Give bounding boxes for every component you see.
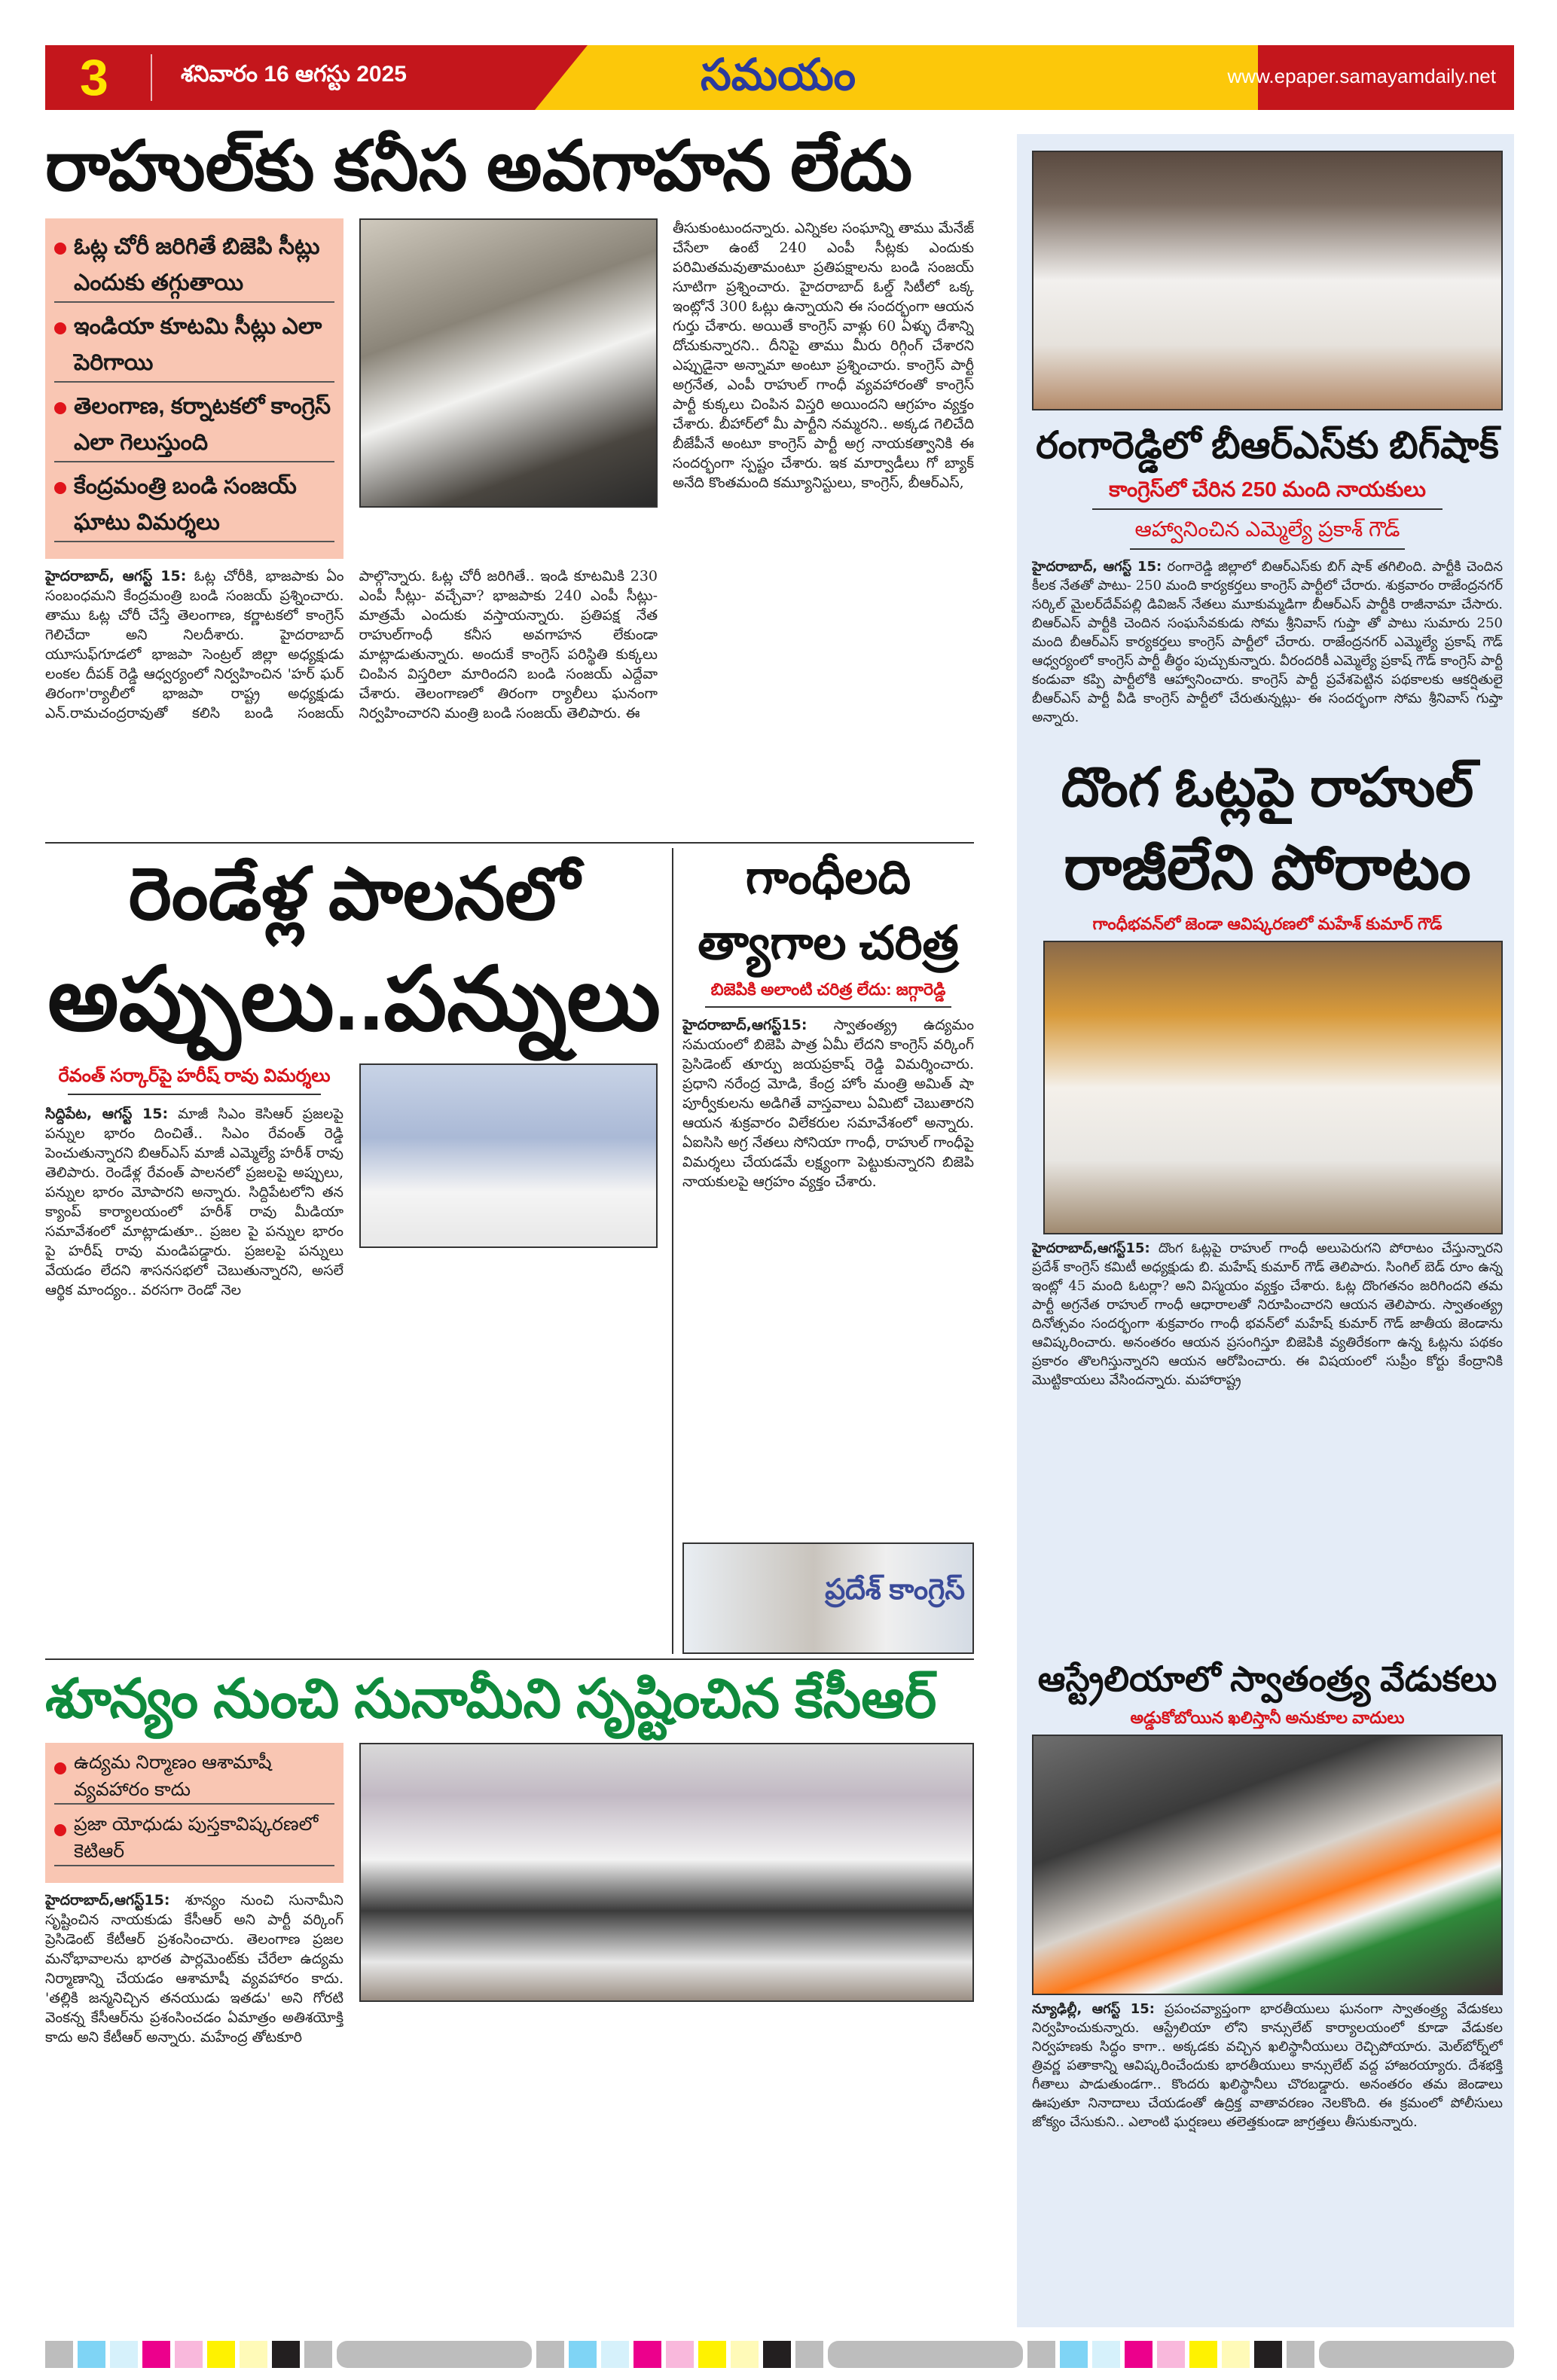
color-swatch [601,2341,629,2368]
article-text: స్వాతంత్య్ర ఉద్యమం సమయంలో బిజెపి పాత్ర ఏమీ లేదని కాంగ్రెస్ వర్కింగ్ ప్రెసిడెంట్ తూర్పు జయప్రకాష్ రెడ్డి విమర్శించారు. ప్రధాని నరేంద్ర మోడి, కేంద్ర హోం మంత్రి అమిత్ షా పూర్వీకులను అడిగితే వాస్తవాలు ఏమిటో చెబుతారని ఆయన శుక్రవారం విలేకరుల సమావేశంలో అన్నారు. ఏఐసిసి అగ్ర నేతలు సోనియా గాంధీ, రాహుల్ గాంధీపై విమర్శలు చేయడమే లక్ష్యంగా పెట్టుకున్నారని బిజెపి నాయకులపై ఆగ్రహం వ్యక్తం చేశారు. [682,1016,974,1190]
headline-mahesh-line1: దొంగ ఓట్లపై రాహుల్ [1061,758,1474,819]
bullet-item: ఉద్యమ నిర్మాణం ఆశామాషీ వ్యవహారం కాదు [54,1749,334,1805]
story-gandhi [682,848,974,1654]
color-swatch [1060,2341,1088,2368]
photo-bandi-sanjay-bike-rally [359,218,658,508]
color-swatch [1287,2341,1314,2368]
story-harish [45,848,663,1654]
story-kcr-columns [45,1743,974,2327]
story-harish-left [45,1063,343,1654]
story-rahul-top-row [45,218,658,559]
color-swatch [110,2341,138,2368]
dateline: హైదరాబాద్,ఆగస్ట్15: [45,1891,170,1909]
color-swatch [1092,2341,1120,2368]
article-body-australia [1032,2000,1503,2324]
divider [1092,508,1443,510]
grey-pill [1319,2341,1514,2368]
article-body-brs [1032,557,1503,749]
color-swatch [795,2341,823,2368]
article-body-mahesh [1032,1239,1503,1652]
color-swatch [78,2341,105,2368]
color-swatch [536,2341,564,2368]
headline-mahesh-line2: రాజీలేని పోరాటం [1064,833,1471,902]
story-kcr [45,1664,974,2327]
color-swatch [1125,2341,1152,2368]
divider [672,848,673,1654]
color-swatch [698,2341,726,2368]
bullet-item: ఇండియా కూటమి సీట్లు ఎలా పెరిగాయి [54,309,334,383]
photo-harish-rao [359,1063,658,1248]
subhead-australia: అడ్డుకోబోయిన ఖలిస్తానీ అనుకూల వాదులు [1130,1708,1405,1728]
headline-brs: రంగారెడ్డిలో బీఆర్ఎస్‌కు బిగ్‌షాక్ [1036,424,1499,466]
article-text: ప్రపంచవ్యాప్తంగా భారతీయులు ఘనంగా స్వాతంత్ర్య వేడుకలు నిర్వహించుకున్నారు. ఆస్ట్రేలియా లోని కాన్సులేట్ కార్యాలయంలో కూడా వేడుకల నిర్వహణకు సిద్ధం కాగా.. అక్కడకు వచ్చిన ఖలిస్థానీయులు రెచ్చిపోయారు. మెల్‌బోర్న్‌లో త్రివర్ణ పతాకాన్ని ఆవిష్కరించేందుకు భారతీయులు కాన్సులేట్ వద్ద హాజరయ్యారు. దేశభక్తి గీతాలు పాడుతుండగా.. కొందరు ఖలిస్థానీలు చొరబడ్డారు. అనంతరం తమ జెండాలు ఊపుతూ నినాదాలు చేయడంతో ఉద్రిక్త వాతావరణం నెలకొంది. ఈ క్రమంలో పోలీసులు జోక్యం చేసుకుని.. ఎలాంటి ఘర్షణలు తలెత్తకుండా జాగ్రత్తలు తీసుకున్నారు. [1032,2000,1503,2130]
photo-brs-leaders-joining [1032,151,1503,410]
color-swatch [633,2341,661,2368]
article-body-harish [45,1104,343,1654]
color-swatch [731,2341,759,2368]
bullet-item: ఓట్ల చోరీ జరిగితే బిజెపి సీట్లు ఎందుకు తగ్గుతాయి [54,229,334,303]
article-text: శూన్యం నుంచి సునామీని సృష్టించిన నాయకుడు కేసీఆర్ అని పార్టీ వర్కింగ్ ప్రెసిడెంట్ కేటీఆర్ ప్రశంసించారు. తెలంగాణ ప్రజల మనోభావాలను భారత పార్లమెంట్‌కు చేరేలా ఉద్యమ నిర్మాణాన్ని చేయడం ఆశామాషీ వ్యవహారం కాదు. 'తల్లికి జన్మనిచ్చిన తనయుడు ఇతడు' అని గోరటి వెంకన్న కేసీఆర్‌ను ప్రశంసించడం ఏమాత్రం అతిశయోక్తి కాదు అని కేటీఆర్ అన్నారు. మహేంద్ర తోటకూరి [45,1891,343,2046]
grey-pill [828,2341,1023,2368]
newspaper-logo: సమయం [701,50,856,99]
dateline: హైదరాబాద్, ఆగస్ట్ 15: [45,567,187,584]
headline-australia: ఆస్ట్రేలియాలో స్వాతంత్ర్య వేడుకలు [1037,1659,1497,1699]
headline-harish-line2: అప్పులు..పన్నులు [47,949,661,1049]
article-body-rahul-1 [45,566,658,838]
color-swatch [45,2341,73,2368]
subhead-mahesh: గాంధీభవన్‌లో జెండా ఆవిష్కరణలో మహేశ్ కుమార్ గౌడ్ [1092,914,1443,934]
headline-gandhi-line2: త్యాగాల చరిత్ర [698,917,959,969]
color-swatch [1222,2341,1250,2368]
divider [1130,548,1405,550]
photo-banner-text: ప్రదేశ్ కాంగ్రెస్ [825,1574,965,1606]
left-area [45,122,974,2327]
headline-kcr: శూన్యం నుంచి సునామీని సృష్టించిన కేసీఆర్ [45,1669,937,1729]
story-rahul-columns [45,218,974,838]
middle-section [45,848,974,1654]
color-swatch [1254,2341,1282,2368]
article-body-kcr-2 [359,2011,974,2327]
divider [45,842,974,844]
article-text: రంగారెడ్డి జిల్లాలో బిఆర్ఎస్‌కు బిగ్ షాక్ తగిలింది. పార్టీకి చెందిన కీలక నేతతో పాటు- 250 మంది కార్యకర్తలు కాంగ్రెస్ పార్టీలో చేరారు. శుక్రవారం రాజేంద్రనగర్ సర్కిల్ మైలర్‌దేవ్‌పల్లి డివిజన్ నేతలు మూకుమ్మడిగా బీఆర్ఎస్ పార్టీకి రాజీనామా చేసారు. బిఆర్ఎస్ పార్టీకి చెందిన సంఘసేవకుడు సోమ శ్రీనివాస్ గుప్తా తో పాటు సుమారు 250 మంది బీఆర్ఎస్ కార్యకర్తలు కాంగ్రెస్ పార్టీలో చేరారు. రాజేంద్రనగర్ ఎమ్మెల్యే ప్రకాష్ గౌడ్ ఆధ్వర్యంలో కాంగ్రెస్ పార్టీ తీర్థం పుచ్చుకున్నారు. వీరందరికీ ఎమ్మెల్యే ప్రకాష్ గౌడ్ కాంగ్రెస్ పార్టీ కండువా కప్పి పార్టీలోకి ఆహ్వానించారు. కాంగ్రెస్ పార్టీ ప్రవేశపెట్టిన పథకాలకు ఆకర్షితులై బీఆర్ఎస్ పార్టీ వీడి కాంగ్రెస్ పార్టీలో చేరుతున్నట్లు- ఈ సందర్భంగా సోమ శ్రీనివాస్ గుప్తా అన్నారు. [1032,559,1503,726]
subhead-brs-1: కాంగ్రెస్‌లో చేరిన 250 మంది నాయకులు [1109,478,1426,501]
color-swatch [763,2341,791,2368]
article-text: దొంగ ఓట్లపై రాహుల్ గాంధీ అలుపెరుగని పోరాటం చేస్తున్నారని ప్రదేశ్ కాంగ్రెస్ కమిటీ అధ్యక్షుడు బి. మహేష్ కుమార్ గౌడ్ తెలిపారు. సింగిల్ బెడ్ రూం ఉన్న ఇంట్లో 45 మంది ఓటర్లా? అని విస్మయం వ్యక్తం చేశారు. ఓట్ల దొంగతనం జరిగిందని తమ పార్టీ అగ్రనేత రాహుల్ గాంధీ ఆధారాలతో నిరూపించారని ఆయన తెలిపారు. స్వాతంత్య్ర దినోత్సవం సందర్భంగా శుక్రవారం గాంధీ భవన్‌లో మహేష్ కుమార్ గౌడ్ జాతీయ జెండాను ఆవిష్కరించారు. అనంతరం ఆయన ప్రసంగిస్తూ బిజెపికి వ్యతిరేకంగా ఉన్న ఓట్లను పథకం ప్రకారం తొలగిస్తున్నారని ఆయన ఆరోపించారు. ఈ విషయంలో సుప్రీం కోర్టు కేంద్రానికి మొట్టికాయలు వేసిందన్నారు. మహారాష్ట్ర [1032,1240,1503,1389]
color-swatch [207,2341,235,2368]
photo-ktr-book-launch [359,1743,974,2002]
story-rahul [45,122,974,838]
divider [45,1658,974,1660]
article-text: మాజీ సిఎం కెసిఆర్ ప్రజలపై పన్నుల భారం దించితే.. సిఎం రేవంత్ రెడ్డి పెంచుతున్నారని బిఆర్ఎస్ మాజీ ఎమ్మెల్యే హరీశ్ రావు తెలిపారు. రెండేళ్ల రేవంత్ పాలనలో ప్రజలపై అప్పులు, పన్నుల భారం మోపారని అన్నారు. సిద్దిపేటలోని తన క్యాంప్ కార్యాలయంలో హరీశ్ రావు మీడియా సమావేశంలో మాట్లాడుతూ.. ప్రజల పై పన్నుల భారం పై హరీష్ రావు మండిపడ్డారు. ప్రజలపై పన్నులు వేయడం లేదని శాసనసభలో చెబుతున్నారని, అసలే ఆర్థిక మాంద్యం.. వరసగా రెండో నెల [45,1105,343,1298]
article-text: తీసుకుంటుందన్నారు. ఎన్నికల సంఘాన్ని తాము మేనేజ్ చేసేలా ఉంటే 240 ఎంపీ సీట్లకు ఎందుకు పరిమితమవుతామంటూ ప్రతిపక్షాలను బండి సంజయ్ సూటిగా ప్రశ్నించారు. హైదరాబాద్ ఓల్డ్ సిటీలో ఒక్క ఇంట్లోనే 300 ఓట్లు ఉన్నాయని ఈ సందర్భంగా ఆయన గుర్తు చేశారు. అయితే కాంగ్రెస్ వాళ్లు 60 ఏళ్ళు దేశాన్ని దోచుకున్నారని.. దీనిపై తాము మీరు రిగ్గింగ్ చేశారని ఎప్పుడైనా అన్నామా అంటూ ప్రశ్నించారు. కాంగ్రెస్ పార్టీ అగ్రనేత, ఎంపీ రాహుల్ గాంధీ వ్యవహారంతో కాంగ్రెస్ పార్టీ కుక్కలు చింపిన విస్తరి అయిందని ఆగ్రహం వ్యక్తం చేశారు. బీహార్‌లో మీ పార్టీని నమ్మరని.. అక్కడ గెలిచేది బీజేపీనే అంటూ కాంగ్రెస్ పార్టీ అగ్ర నాయకత్వానికి ఈ సందర్భంగా స్పష్టం చేశారు. ఇక మార్వాడీలు గో బ్యాక్ అనేది కొంతమంది కమ్యూనిస్టులు, కాంగ్రెస్, బీఆర్ఎస్, [673,219,974,491]
masthead [45,45,1514,110]
divider [151,54,152,101]
bullet-box-rahul [45,218,343,559]
subhead-harish: రేవంత్ సర్కార్‌పై హరీష్ రావు విమర్శలు [58,1066,331,1087]
divider [705,1006,951,1008]
color-swatch [1157,2341,1185,2368]
dateline: న్యూఢిల్లీ, ఆగస్ట్ 15: [1032,2000,1155,2017]
story-harish-columns [45,1063,663,1654]
bullet-item: ప్రజా యోధుడు పుస్తకావిష్కరణలో కెటిఆర్ [54,1811,334,1866]
epaper-url[interactable]: www.epaper.samayamdaily.net [1227,65,1496,87]
photo-flag-hoisting-gandhi-bhavan [1043,941,1503,1234]
color-swatch [272,2341,300,2368]
color-swatch [175,2341,203,2368]
headline-gandhi-line1: గాంధీలది [745,852,911,904]
page-number: 3 [80,49,108,106]
photo-melbourne-consulate-celebrations [1032,1735,1503,1995]
bullet-item: కేంద్రమంత్రి బండి సంజయ్ ఘాటు విమర్శలు [54,468,334,542]
dateline: సిద్దిపేట, ఆగస్ట్ 15: [45,1105,169,1122]
dateline: హైదరాబాద్,ఆగస్ట్15: [682,1016,808,1033]
article-text: ఓట్ల చోరీకి, భాజపాకు ఏం సంబంధమని కేంద్రమంత్రి బండి సంజయ్ ప్రశ్నించారు. తాము ఓట్ల చోరీ చేస్తే తెలంగాణ, కర్ణాటకలో కాంగ్రెస్ గెలిచేదా అని నిలదీశారు. హైదరాబాద్ యూసుఫ్‌గూడలో భాజపా సెంట్రల్ జిల్లా అధ్యక్షుడు లంకల దీపక్ రెడ్డి ఆధ్వర్యంలో నిర్వహించిన 'హర్ ఘర్ తిరంగా'ర్యాలీలో భాజపా రాష్ట్ర అధ్యక్షుడు ఎన్.రామచంద్రరావుతో కలిసి బండి సంజయ్ పాల్గొన్నారు. ఓట్ల చోరీ జరిగితే.. ఇండి కూటమికి 230 ఎంపీ సీట్లు- వచ్చేవా? భాజపాకు 240 ఎంపీ సీట్లు- మాత్రమే ఎందుకు వస్తాయన్నారు. ప్రతిపక్ష నేత రాహుల్‌గాంధీ కనీస అవగాహన లేకుండా మాట్లాడుతున్నారు. అందుకే కాంగ్రెస్ పరిస్థితి కుక్కలు చింపిన విస్తరిలా మారిందని బండి సంజయ్ ఎద్దేవా చేశారు. తెలంగాణలో తిరంగా ర్యాలీలు ఘనంగా నిర్వహించారని మంత్రి బండి సంజయ్ తెలిపారు. ఈ [45,567,658,722]
color-swatch [569,2341,597,2368]
dateline: హైదరాబాద్,ఆగస్ట్15: [1032,1240,1150,1257]
subhead-brs-2: ఆహ్వానించిన ఎమ్మెల్యే ప్రకాశ్ గౌడ్ [1134,517,1400,542]
bullet-box-kcr [45,1743,343,1883]
grey-pill [337,2341,532,2368]
article-body-gandhi [682,1015,974,1538]
story-harish-right [359,1063,658,1654]
story-kcr-left [45,1743,343,2327]
article-body-rahul-2 [673,218,974,838]
story-rahul-left [45,218,658,838]
bullet-item: తెలంగాణ, కర్నాటకలో కాంగ్రెస్ ఎలా గెలుస్తుంది [54,389,334,462]
color-swatch [142,2341,170,2368]
color-swatch [304,2341,332,2368]
photo-jagga-reddy [682,1542,974,1654]
article-body-kcr-1 [45,1890,343,2327]
divider [68,1094,321,1095]
color-swatch [1189,2341,1217,2368]
story-kcr-right [359,1743,974,2327]
dateline: హైదరాబాద్, ఆగస్ట్ 15: [1032,559,1162,575]
print-registration-color-bar [45,2341,1514,2368]
color-swatch [1027,2341,1055,2368]
headline-harish-line1: రెండేళ్ల పాలనలో [128,854,580,935]
color-swatch [240,2341,267,2368]
color-swatch [666,2341,694,2368]
issue-date: శనివారం 16 ఆగస్టు 2025 [181,62,407,87]
masthead-yellow-band [535,45,1258,110]
headline-rahul: రాహుల్‌కు కనీస అవగాహన లేదు [45,128,913,205]
right-column [1032,151,1503,2324]
subhead-gandhi: బిజెపికి అలాంటి చరిత్ర లేదు: జగ్గారెడ్డి [710,980,946,999]
